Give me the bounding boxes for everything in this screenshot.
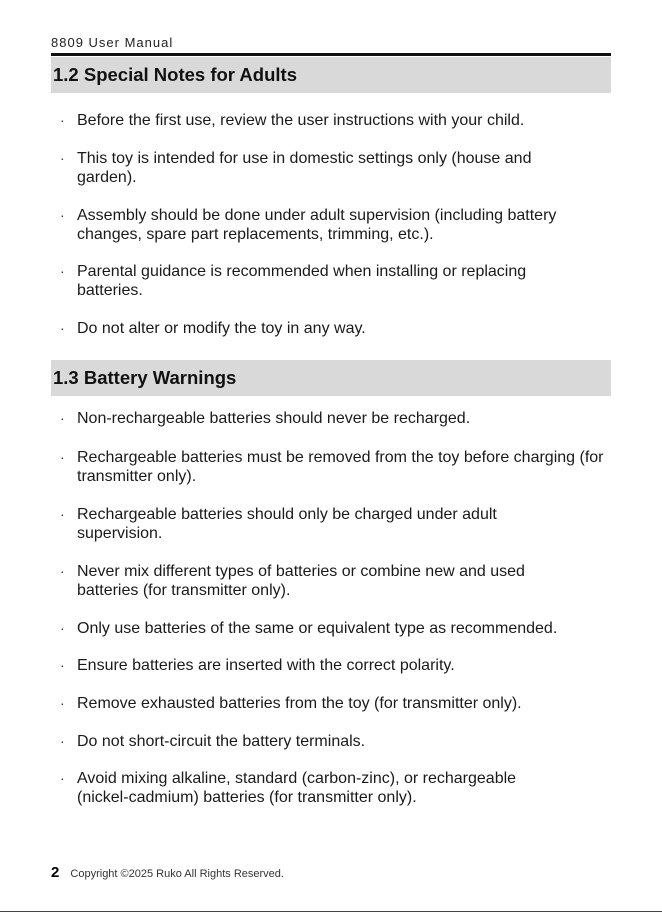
- section-heading-battery-warnings: [51, 360, 611, 396]
- list-item-text: This toy is intended for use in domestic settings only (house and garden).: [77, 150, 532, 186]
- list-item: [60, 694, 620, 713]
- bullet-dot-icon: ·: [60, 320, 65, 336]
- list-item-text: Avoid mixing alkaline, standard (carbon-zinc), or rechargeable (nickel-cadmium) batteries (for transmitter only).: [77, 770, 517, 806]
- bullet-dot-icon: ·: [60, 620, 65, 636]
- list-item-text: Before the first use, review the user instructions with your child.: [77, 112, 525, 129]
- list-item-text: Non-rechargeable batteries should never be recharged.: [77, 410, 471, 427]
- list-item-text: Remove exhausted batteries from the toy (for transmitter only).: [77, 695, 522, 712]
- list-item-text: Ensure batteries are inserted with the correct polarity.: [77, 657, 455, 674]
- page-footer: [51, 864, 284, 881]
- list-item: [60, 732, 620, 751]
- list-item: [60, 562, 620, 600]
- list-item-text: Parental guidance is recommended when installing or replacing batteries.: [77, 263, 527, 299]
- list-item: [60, 206, 620, 244]
- bullet-dot-icon: ·: [60, 506, 65, 522]
- list-item: [60, 111, 620, 130]
- bullet-dot-icon: ·: [60, 770, 65, 786]
- bullet-dot-icon: ·: [60, 207, 65, 223]
- list-item-text: Rechargeable batteries should only be charged under adult supervision.: [77, 506, 497, 542]
- section-heading-special-notes: [51, 57, 611, 93]
- list-item: [60, 262, 620, 300]
- header-rule: [51, 53, 611, 56]
- bottom-rule: [0, 911, 662, 912]
- list-item-text: Only use batteries of the same or equivalent type as recommended.: [77, 620, 558, 637]
- list-item: [60, 769, 620, 807]
- list-item-text: Do not short-circuit the battery terminals.: [77, 733, 366, 750]
- list-item-text: Assembly should be done under adult supervision (including battery changes, spare part replacements, trimming, etc.).: [77, 207, 557, 243]
- list-item: [60, 409, 620, 428]
- list-item: [60, 319, 620, 338]
- list-item-text: Do not alter or modify the toy in any way.: [77, 320, 366, 337]
- list-item: [60, 505, 620, 543]
- bullet-dot-icon: ·: [60, 449, 65, 465]
- list-item-text: Never mix different types of batteries or combine new and used batteries (for transmitter only).: [77, 563, 525, 599]
- list-item: [60, 619, 620, 638]
- bullet-dot-icon: ·: [60, 695, 65, 711]
- section-heading-text: 1.3 Battery Warnings: [53, 367, 237, 388]
- bullet-dot-icon: ·: [60, 657, 65, 673]
- header-title: 8809 User Manual: [51, 35, 174, 50]
- section-heading-text: 1.2 Special Notes for Adults: [53, 64, 297, 85]
- copyright-text: Copyright ©2025 Ruko All Rights Reserved.: [70, 868, 284, 880]
- page-number: 2: [51, 864, 60, 881]
- bullet-dot-icon: ·: [60, 150, 65, 166]
- list-item: [60, 149, 620, 187]
- bullet-dot-icon: ·: [60, 733, 65, 749]
- list-item: [60, 448, 620, 486]
- bullet-dot-icon: ·: [60, 112, 65, 128]
- bullet-dot-icon: ·: [60, 263, 65, 279]
- bullet-dot-icon: ·: [60, 563, 65, 579]
- list-item: [60, 656, 620, 675]
- list-item-text: Rechargeable batteries must be removed from the toy before charging (for transmitter only).: [77, 449, 604, 485]
- bullet-dot-icon: ·: [60, 410, 65, 426]
